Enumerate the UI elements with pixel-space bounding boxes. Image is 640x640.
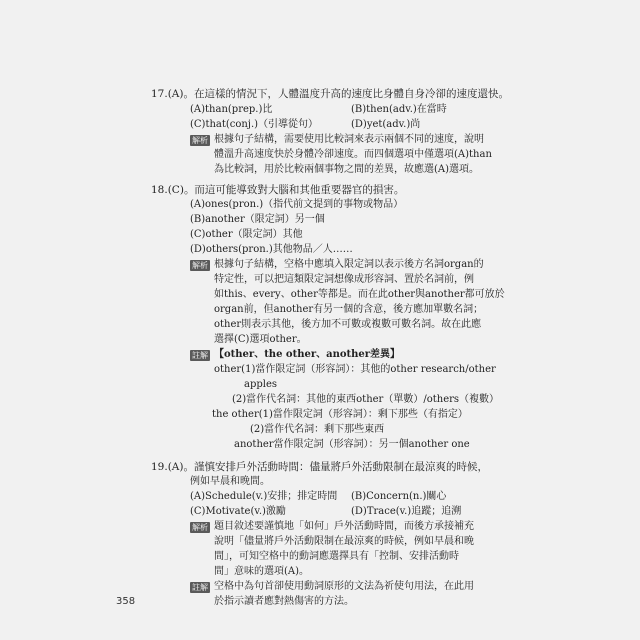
q17-number: 17.(A) [151,88,184,100]
q17-explanation-line-2: 體溫升高速度快於身體冷卻速度。而四個選項中僅選項(A)than [214,149,492,160]
q17-option-d: (D)yet(adv.)尚 [351,119,421,130]
q18-explanation-line-6: 選擇(C)選項other。 [214,334,307,345]
q19-option-c: (C)Motivate(v.)激勵 [190,506,286,517]
q18-note-line-5: (2)當作代名詞：剩下那些東西 [250,424,385,435]
q19-number: 19.(A) [151,461,184,473]
q19-explanation-line-3: 間」，可知空格中的動詞應選擇具有「控制、安排活動時 [214,551,459,562]
q19-line [151,461,488,473]
q17-stem: 。在這樣的情況下，人體溫度升高的速度比身體自身冷卻的速度還快。 [183,88,509,100]
q18-line [151,184,404,196]
q19-stem-line-2: 例如早晨和晚間。 [190,476,270,487]
q19-note-line-2: 於指示讀者應對熱傷害的方法。 [214,596,354,607]
q18-note-line-6: another當作限定詞（形容詞）：另一個another one [234,439,470,450]
q18-stem: 。而這可能導致對大腦和其他重要器官的損害。 [183,184,405,196]
q17-explanation-badge: 解析 [192,136,208,145]
q19-explanation-line-4: 間」意味的選項(A)。 [214,566,310,577]
q17-explanation-line-3: 為比較詞，用於比較兩個事物之間的差異，故應選(A)選項。 [214,164,480,175]
q18-explanation-line-1: 根據句子結構，空格中應填入限定詞以表示後方名詞organ的 [214,259,484,270]
q19-option-a: (A)Schedule(v.)安排；排定時間 [190,491,338,502]
q19-explanation-badge: 解析 [192,523,208,532]
q18-note-line-1: other(1)當作限定詞（形容詞）：其他的other research/other [214,364,496,375]
q19-stem-line-1: 。謹慎安排戶外活動時間：儘量將戶外活動限制在最涼爽的時候， [183,461,488,473]
q19-explanation-line-2: 說明「儘量將戶外活動限制在最涼爽的時候，例如早晨和晚 [214,536,474,547]
q19-note-badge: 註解 [192,583,208,592]
q18-option-b: (B)another（限定詞）另一個 [190,214,325,225]
q17-option-b: (B)then(adv.)在當時 [351,104,447,115]
q18-note-line-4: the other(1)當作限定詞（形容詞）：剩下那些（有指定） [212,409,468,420]
q18-note-title: 【other、the other、another差異】 [214,349,401,360]
q17-explanation-line-1: 根據句子結構，需要使用比較詞來表示兩個不同的速度，說明 [214,134,484,145]
q18-number: 18.(C) [151,184,184,196]
q18-option-c: (C)other（限定詞）其他 [190,229,303,240]
q18-explanation-line-5: other則表示其他，後方加不可數或複數可數名詞。故在此應 [214,319,482,330]
q18-note-line-3: (2)當作代名詞：其他的東西other（單數）/others（複數） [232,394,500,405]
page-number: 358 [116,596,136,607]
q18-explanation-badge: 解析 [192,261,208,270]
q17-option-a: (A)than(prep.)比 [190,104,273,115]
q18-note-line-2: apples [244,379,278,390]
q17-line [151,88,509,100]
q19-option-b: (B)Concern(n.)關心 [351,491,447,502]
q18-explanation-line-4: organ前，但another有另一個的含意，後方應加單數名詞； [214,304,484,315]
q19-explanation-line-1: 題目敘述要謹慎地「如何」戶外活動時間，而後方承接補充 [214,521,474,532]
q19-note-line-1: 空格中為句首卻使用動詞原形的文法為祈使句用法，在此用 [214,581,474,592]
q18-explanation-line-3: 如this、every、other等都是。而在此other與another都可放於 [214,289,505,300]
q18-option-a: (A)ones(pron.)（指代前文提到的事物或物品） [190,199,404,210]
q18-note-badge: 註解 [192,351,208,360]
q17-option-c: (C)that(conj.)（引導從句） [190,119,319,130]
q19-option-d: (D)Trace(v.)追蹤；追溯 [351,506,462,517]
q18-explanation-line-2: 特定性，可以把這類限定詞想像成形容詞、置於名詞前，例 [214,274,474,285]
q18-option-d: (D)others(pron.)其他物品／人…… [190,244,353,255]
